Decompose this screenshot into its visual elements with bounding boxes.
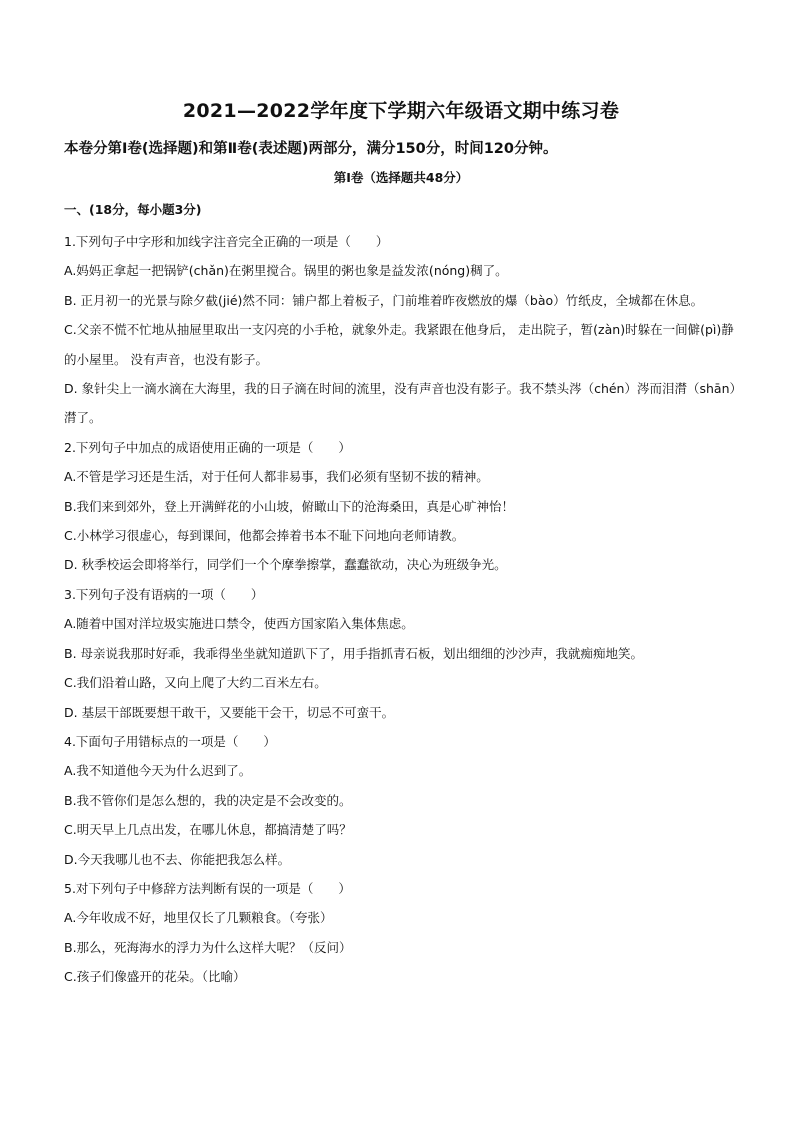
question-5-option-b: B.那么，死海海水的浮力为什么这样大呢？（反问） (64, 939, 352, 955)
question-3-option-d: D. 基层干部既要想干敢干，又要能干会干，切忌不可蛮干。 (64, 704, 395, 720)
page-title: 2021—2022学年度下学期六年级语文期中练习卷 (182, 100, 620, 122)
question-2-stem: 2.下列句子中加点的成语使用正确的一项是（ ） (64, 439, 351, 455)
question-2-option-d: D. 秋季校运会即将举行，同学们一个个摩拳擦掌，蠢蠢欲动，决心为班级争光。 (64, 557, 507, 573)
question-5-option-a: A.今年收成不好，地里仅长了几颗粮食。（夸张） (64, 910, 333, 926)
question-2-option-b: B.我们来到郊外，登上开满鲜花的小山坡，俯瞰山下的沧海桑田，真是心旷神怡！ (64, 498, 515, 514)
question-1-option-b: B. 正月初一的光景与除夕截(jié)然不同：铺户都上着板子，门前堆着昨夜燃放的爆（bào）竹纸皮，全城都在休息。 (64, 292, 704, 308)
question-4-option-d: D.今天我哪儿也不去、你能把我怎么样。 (64, 851, 291, 867)
question-1-option-c: C.父亲不慌不忙地从抽屉里取出一支闪亮的小手枪，就象外走。我紧跟在他身后， 走出院子，暂(zàn)时躲在一间僻(pì)静的小屋里。 没有声音，也没有影子。 (64, 322, 734, 367)
question-1-option-a: A.妈妈正拿起一把锅铲(chǎn)在粥里搅合。锅里的粥也象是益发浓(nóng)稠了。 (64, 263, 508, 279)
question-3-option-b: B. 母亲说我那时好乖，我乖得坐坐就知道趴下了，用手指抓青石板，划出细细的沙沙声，我就痴痴地笑。 (64, 645, 644, 661)
part-one-heading: 第Ⅰ卷（选择题共48分） (333, 170, 469, 185)
section-one-heading: 一、(18分，每小题3分) (64, 202, 202, 217)
question-4-option-b: B.我不管你们是怎么想的，我的决定是不会改变的。 (64, 792, 352, 808)
question-1-stem: 1.下列句子中字形和加线字注音完全正确的一项是（ ） (64, 234, 389, 249)
exam-instructions: 本卷分第Ⅰ卷(选择题)和第Ⅱ卷(表述题)两部分，满分150分，时间120分钟。 (64, 141, 558, 157)
question-4-option-c: C.明天早上几点出发，在哪儿休息，都搞清楚了吗？ (64, 822, 352, 838)
question-2-option-a: A.不管是学习还是生活，对于任何人都非易事，我们必须有坚韧不拔的精神。 (64, 469, 489, 485)
question-5-option-c: C.孩子们像盛开的花朵。（比喻） (64, 969, 246, 985)
question-4-option-a: A.我不知道他今天为什么迟到了。 (64, 763, 252, 779)
question-5-stem: 5.对下列句子中修辞方法判断有误的一项是（ ） (64, 880, 351, 896)
question-1-option-d: D. 象针尖上一滴水滴在大海里，我的日子滴在时间的流里，没有声音也没有影子。我不禁头涔（chén）涔而泪潸（shān）潸了。 (64, 381, 736, 426)
question-3-stem: 3.下列句子没有语病的一项（ ） (64, 586, 264, 602)
question-2-option-c: C.小林学习很虚心，每到课间，他都会捧着书本不耻下问地向老师请教。 (64, 528, 465, 544)
question-3-option-c: C.我们沿着山路，又向上爬了大约二百米左右。 (64, 675, 327, 691)
question-4-stem: 4.下面句子用错标点的一项是（ ） (64, 733, 276, 749)
question-3-option-a: A.随着中国对洋垃圾实施进口禁令，使西方国家陷入集体焦虑。 (64, 616, 414, 632)
